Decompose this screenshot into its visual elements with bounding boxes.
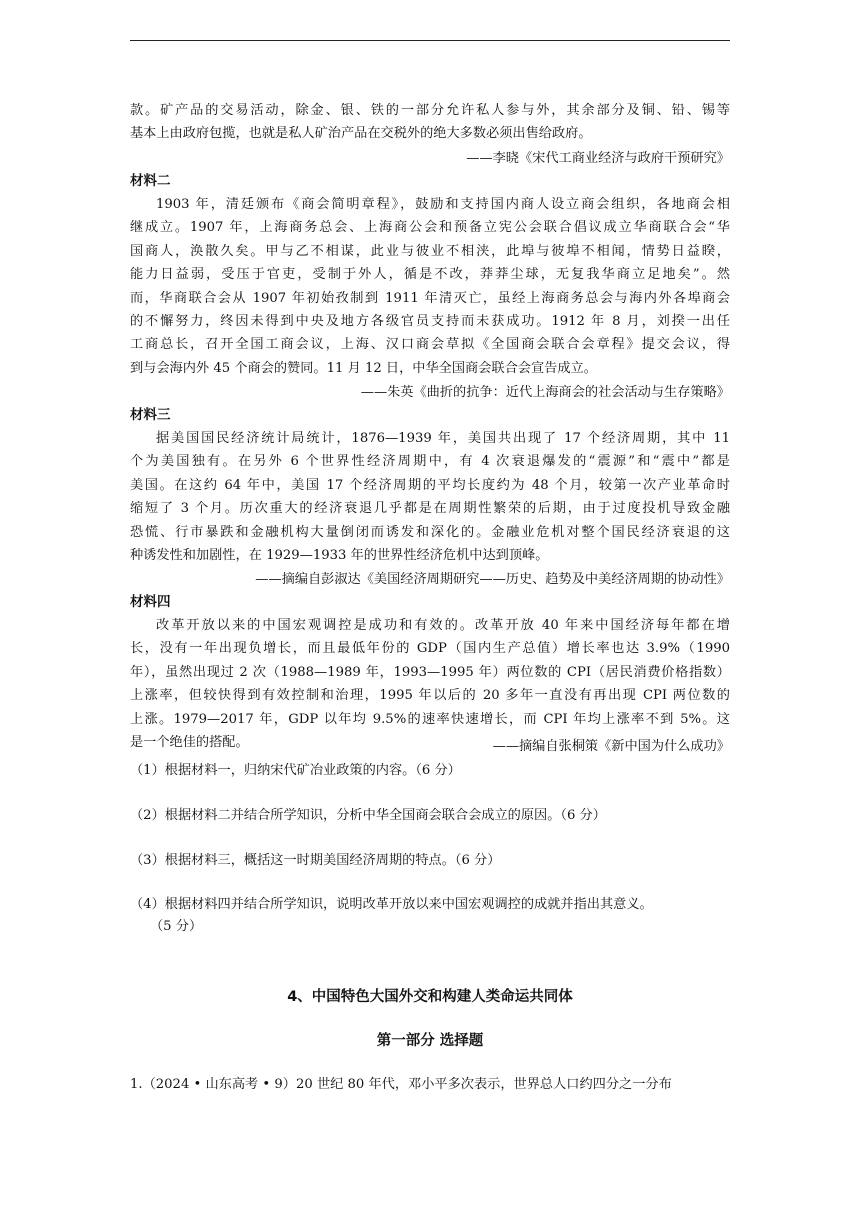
text-line: 长，没有一年出现负增长，而且最低年份的 GDP（国内生产总值）增长率也达 3.9%（1990	[130, 641, 730, 657]
part-title: 第一部分 选择题	[376, 1033, 484, 1049]
text-line: 年），虽然出现过 2 次（1988—1989 年，1993—1995 年）两位数的 CPI（居民消费价格指数）	[130, 664, 730, 680]
question-4: （4）根据材料四并结合所学知识，说明改革开放以来中国宏观调控的成就并指出其意义。	[130, 897, 653, 912]
material2-text	[130, 193, 730, 380]
text-line: 到与会海内外 45 个商会的赞同。11 月 12 日，中华全国商会联合会宣告成立。	[130, 360, 597, 376]
question-3: （3）根据材料三，概括这一时期美国经济周期的特点。（6 分）	[130, 853, 501, 868]
text-line: 的不懈努力，终因未得到中央及地方各级官员支持而未获成功。1912 年 8 月，刘揆一出任	[130, 313, 730, 329]
text-line: 个为美国独有。在另外 6 个世界性经济周期中，有 4 次衰退爆发的“震源”和“震中”都是	[130, 454, 730, 470]
material2-heading: 材料二	[130, 173, 171, 189]
text-line: 而，华商联合会从 1907 年初始孜制到 1911 年清灭亡，虽经上海商务总会与海内外各埠商会	[130, 290, 730, 306]
material3-text	[130, 427, 730, 567]
text-line: 上涨。1979—2017 年，GDP 以年均 9.5%的速率快速增长，而 CPI 年均上涨率不到 5%。这	[130, 711, 730, 727]
text-line: 继成立。1907 年，上海商务总会、上海商公会和预备立宪公会联合倡议成立华商联合会“华	[130, 220, 730, 236]
question-2: （2）根据材料二并结合所学知识，分析中华全国商会联合会成立的原因。（6 分）	[130, 808, 606, 823]
text-line: 上涨率，但较快得到有效控制和治理，1995 年以后的 20 多年一直没有再出现 CPI 两位数的	[130, 688, 730, 704]
text-line: 缩短了 3 个月。历次重大的经济衰退几乎都是在周期性繁荣的后期，由于过度投机导致金融	[130, 501, 730, 517]
material1-text	[130, 99, 730, 146]
material3-heading: 材料三	[130, 407, 171, 423]
text-line: 款。矿产品的交易活动，除金、银、铁的一部分允许私人参与外，其余部分及铜、铅、锡等	[130, 103, 730, 118]
text-line: 恐慌、行市暴跌和金融机构大量倒闭而诱发和深化的。金融业危机对整个国民经济衰退的这	[130, 524, 730, 540]
material3-citation: ——摘编自彭淑达《美国经济周期研究——历史、趋势及中美经济周期的协动性》	[255, 572, 730, 587]
text-line: 工商总长，召开全国工商会议，上海、汉口商会草拟《全国商会联合会章程》提交会议，得	[130, 337, 730, 353]
text-line: 基本上由政府包揽，也就是私人矿治产品在交税外的绝大多数必须出售给政府。	[130, 126, 592, 142]
text-line: 国商人，涣散久矣。甲与乙不相谋，此业与彼业不相浃，此埠与彼埠不相闻，情势日益睽，	[130, 243, 730, 259]
text-line: 1903 年，清廷颁布《商会简明章程》，鼓励和支持国内商人设立商会组织，各地商会相	[156, 197, 730, 212]
text-line: 美国。在这约 64 年中，美国 17 个经济周期的平均长度约为 48 个月，较第一次产业革命时	[130, 477, 730, 493]
text-line: 据美国国民经济统计局统计，1876—1939 年，美国共出现了 17 个经济周期，其中 11	[156, 431, 730, 446]
material4-citation: ——摘编自张桐策《新中国为什么成功》	[492, 739, 730, 754]
material4-heading: 材料四	[130, 594, 171, 610]
question-4-score: （5 分）	[150, 919, 203, 934]
text-line: 能力日益弱，受压于官吏，受制于外人，循是不改，莽莽尘球，无复我华商立足地矣”。然	[130, 267, 730, 283]
question-1: （1）根据材料一，归纳宋代矿冶业政策的内容。（6 分）	[130, 763, 461, 778]
header-rule	[130, 40, 730, 41]
section-title: 4、中国特色大国外交和构建人类命运共同体	[287, 989, 573, 1005]
text-line: 是一个绝佳的搭配。	[130, 734, 249, 750]
material4-text	[130, 614, 730, 754]
material2-citation: ——朱英《曲折的抗争：近代上海商会的社会活动与生存策略》	[360, 385, 730, 400]
choice-question-1: 1.（2024 • 山东高考 • 9）20 世纪 80 年代，邓小平多次表示，世界总人口约四分之一分布	[130, 1077, 672, 1092]
text-line: 改革开放以来的中国宏观调控是成功和有效的。改革开放 40 年来中国经济每年都在增	[156, 618, 730, 633]
material1-citation: ——李晓《宋代工商业经济与政府干预研究》	[466, 151, 730, 166]
text-line: 种诱发性和加剧性，在 1929—1933 年的世界性经济危机中达到顶峰。	[130, 547, 549, 563]
